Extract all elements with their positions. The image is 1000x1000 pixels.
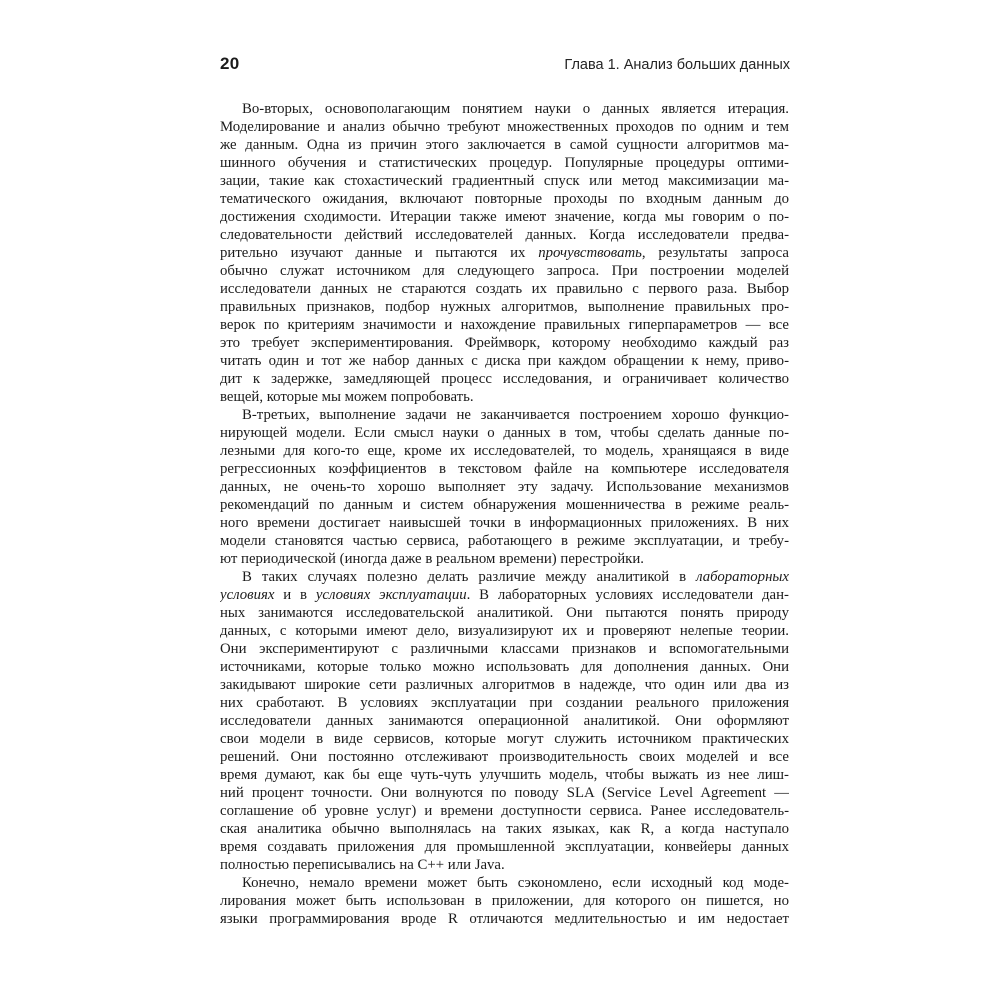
text-line: ская аналитика обычно выполнялась на таких языках, как R, а когда наступало [220,821,789,837]
text-line: данных, с которыми имеют дело, визуализируют их и проверяют нелепые теории. [220,623,789,639]
text-line: модели становятся частью сервиса, работающего в режиме эксплуатации, и требу- [220,533,789,549]
text-line: же данным. Одна из причин этого заключается в самой сущности алгоритмов ма- [220,137,789,153]
text-line: правильных признаков, подбор нужных алгоритмов, выполнение правильных про- [220,299,789,315]
page-number: 20 [220,54,240,73]
text-line: вещей, которые мы можем попробовать. [220,389,474,405]
text-line: условиях и в условиях эксплуатации. В лабораторных условиях исследователи дан- [220,587,789,603]
text-line: закидывают широкие сети различных алгоритмов в надежде, что один или два из [220,677,789,693]
text-line: тематического ожидания, включают повторные проходы по входным данным до [220,191,789,207]
text-line: время думают, как бы еще чуть-чуть улучшить модель, чтобы выжать из нее лиш- [220,767,789,783]
text-line: Они экспериментируют с различными классами признаков и вспомогательными [220,641,789,657]
text-line: верок по критериям значимости и нахождение правильных гиперпараметров — все [220,317,789,333]
text-line: достижения сходимости. Итерации также имеют значение, когда мы говорим о по- [220,209,789,225]
text-line: Конечно, немало времени может быть сэкономлено, если исходный код моде- [242,875,789,891]
text-line: В-третьих, выполнение задачи не заканчивается построением хорошо функцио- [242,407,789,423]
text-line: следовательности действий исследователей данных. Когда исследователи предва- [220,227,789,243]
running-header [220,54,790,74]
text-line: В таких случаях полезно делать различие между аналитикой в лабораторных [242,569,789,585]
text-line: исследователи данных занимаются операционной аналитикой. Они оформляют [220,713,789,729]
text-line: источниками, которые только можно использовать для дополнения данных. Они [220,659,789,675]
text-line: лирования может быть использован в приложении, для которого он пишется, но [220,893,789,909]
body-text [220,100,789,928]
text-line: лезными для кого-то еще, кроме их исследователей, то модель, хранящаяся в виде [220,443,789,459]
text-line: обычно служат источником для следующего запроса. При построении моделей [220,263,789,279]
text-line: свои модели в виде сервисов, которые могут служить источником практических [220,731,789,747]
text-line: время создавать приложения для промышленной эксплуатации, конвейеры данных [220,839,789,855]
text-line: зации, такие как стохастический градиентный спуск или метод максимизации ма- [220,173,789,189]
text-line: ного времени достигает наивысшей точки в информационных приложениях. В них [220,515,789,531]
chapter-running-title: Глава 1. Анализ больших данных [564,57,790,73]
text-line: ют периодической (иногда даже в реальном времени) перестройки. [220,551,644,567]
text-line: нирующей модели. Если смысл науки о данных в том, чтобы сделать данные по- [220,425,789,441]
text-line: читать один и тот же набор данных с диска при каждом обращении к нему, приво- [220,353,789,369]
text-line: дит к задержке, замедляющей процесс исследования, и ограничивает количество [220,371,789,387]
text-line: Моделирование и анализ обычно требуют множественных проходов по одним и тем [220,119,789,135]
text-line: полностью переписывались на C++ или Java. [220,857,505,873]
text-line: это требует экспериментирования. Фреймворк, которому необходимо каждый раз [220,335,789,351]
text-line: Во-вторых, основополагающим понятием науки о данных является итерация. [242,101,789,117]
text-line: данных, не очень-то хорошо выполняет эту задачу. Использование механизмов [220,479,789,495]
text-line: языки программирования вроде R отличаются медлительностью и им недостает [220,911,789,927]
text-line: рительно изучают данные и пытаются их прочувствовать, результаты запроса [220,245,789,261]
text-line: ний процент точности. Они волнуются по поводу SLA (Service Level Agreement — [220,785,789,801]
text-line: соглашение об уровне услуг) и времени доступности сервиса. Ранее исследователь- [220,803,789,819]
text-line: исследователи данных не стараются создать их правильно с первого раза. Выбор [220,281,789,297]
text-line: ных занимаются исследовательской аналитикой. Они пытаются понять природу [220,605,789,621]
text-line: рекомендаций по данным и систем обнаружения мошенничества в режиме реаль- [220,497,789,513]
text-line: решений. Они постоянно отслеживают производительность своих моделей и все [220,749,789,765]
text-line: них сработают. В условиях эксплуатации при создании реального приложения [220,695,789,711]
text-line: регрессионных коэффициентов в текстовом файле на компьютере исследователя [220,461,789,477]
text-line: шинного обучения и статистических процедур. Популярные процедуры оптими- [220,155,789,171]
